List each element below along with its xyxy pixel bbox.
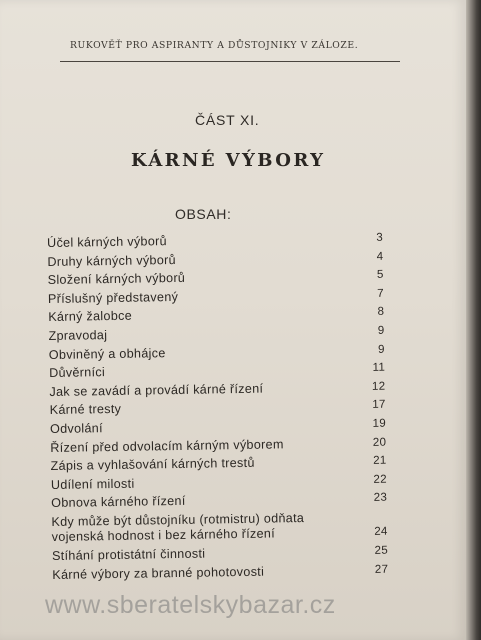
toc-entry-title: Kárný žalobce	[48, 309, 133, 325]
toc-entry-title: Důvěrníci	[49, 365, 106, 381]
toc-entry-title: Kárné výbory za branné pohotovosti	[52, 564, 265, 582]
toc-entry-title: Řízení před odvolacím kárným výborem	[50, 436, 284, 455]
toc-entry-page: 21	[373, 454, 387, 468]
toc-entry-page: 25	[374, 544, 389, 557]
toc-entry	[52, 562, 388, 586]
contents-heading: OBSAH:	[175, 206, 232, 222]
toc-entry-page: 23	[373, 492, 388, 505]
toc-entry-title: Kdy může být důstojníku (rotmistru) odňata vojenská hodnost i bez kárného řízení	[51, 510, 305, 544]
toc-entry-page: 7	[377, 287, 385, 300]
toc-entry-title: Jak se zavádí a provádí kárné řízení	[49, 381, 264, 399]
table-of-contents	[47, 231, 388, 586]
toc-entry-page: 19	[372, 417, 387, 430]
toc-entry-page: 17	[372, 399, 386, 412]
toc-entry-page: 9	[378, 343, 385, 356]
toc-entry	[51, 510, 387, 549]
toc-entry-page: 3	[376, 231, 384, 244]
toc-entry-title: Zpravodaj	[48, 328, 108, 343]
running-head: RUKOVĚŤ PRO ASPIRANTY A DŮSTOJNIKY V ZÁLOZE.	[70, 40, 359, 51]
part-label: ČÁST XI.	[195, 112, 260, 128]
toc-entry-page: 9	[377, 324, 385, 337]
toc-entry-page: 8	[377, 306, 385, 319]
header-rule	[60, 61, 400, 62]
part-title: KÁRNÉ VÝBORY	[131, 150, 326, 171]
toc-entry-page: 5	[376, 268, 384, 282]
toc-entry-page: 4	[376, 250, 384, 263]
toc-entry-title: Obnova kárného řízení	[51, 494, 186, 511]
toc-entry-title: Účel kárných výborů	[47, 234, 168, 250]
toc-entry-page: 24	[374, 525, 388, 538]
toc-entry-page: 11	[372, 361, 386, 375]
toc-entry-title: Odvolání	[49, 421, 103, 436]
toc-entry-title: Obviněný a obhájce	[48, 345, 166, 362]
toc-entry-page: 12	[371, 380, 386, 393]
toc-entry-page: 20	[372, 436, 387, 449]
toc-entry-title: Druhy kárných výborů	[47, 252, 176, 269]
watermark: www.sberatelskybazar.cz	[45, 591, 336, 619]
toc-entry-title: Zápis a vyhlašování kárných trestů	[50, 455, 255, 474]
toc-entry-title: Stíhání protistátní činnosti	[51, 546, 206, 563]
toc-entry-title: Složení kárných výborů	[47, 271, 186, 288]
toc-entry-title: Příslušný představený	[47, 289, 179, 306]
toc-entry-title: Udílení milosti	[50, 476, 135, 492]
toc-entry-page: 22	[373, 473, 387, 486]
toc-entry-page: 27	[374, 563, 389, 576]
toc-entry-title: Kárné tresty	[49, 402, 122, 418]
page-edge	[466, 0, 481, 640]
